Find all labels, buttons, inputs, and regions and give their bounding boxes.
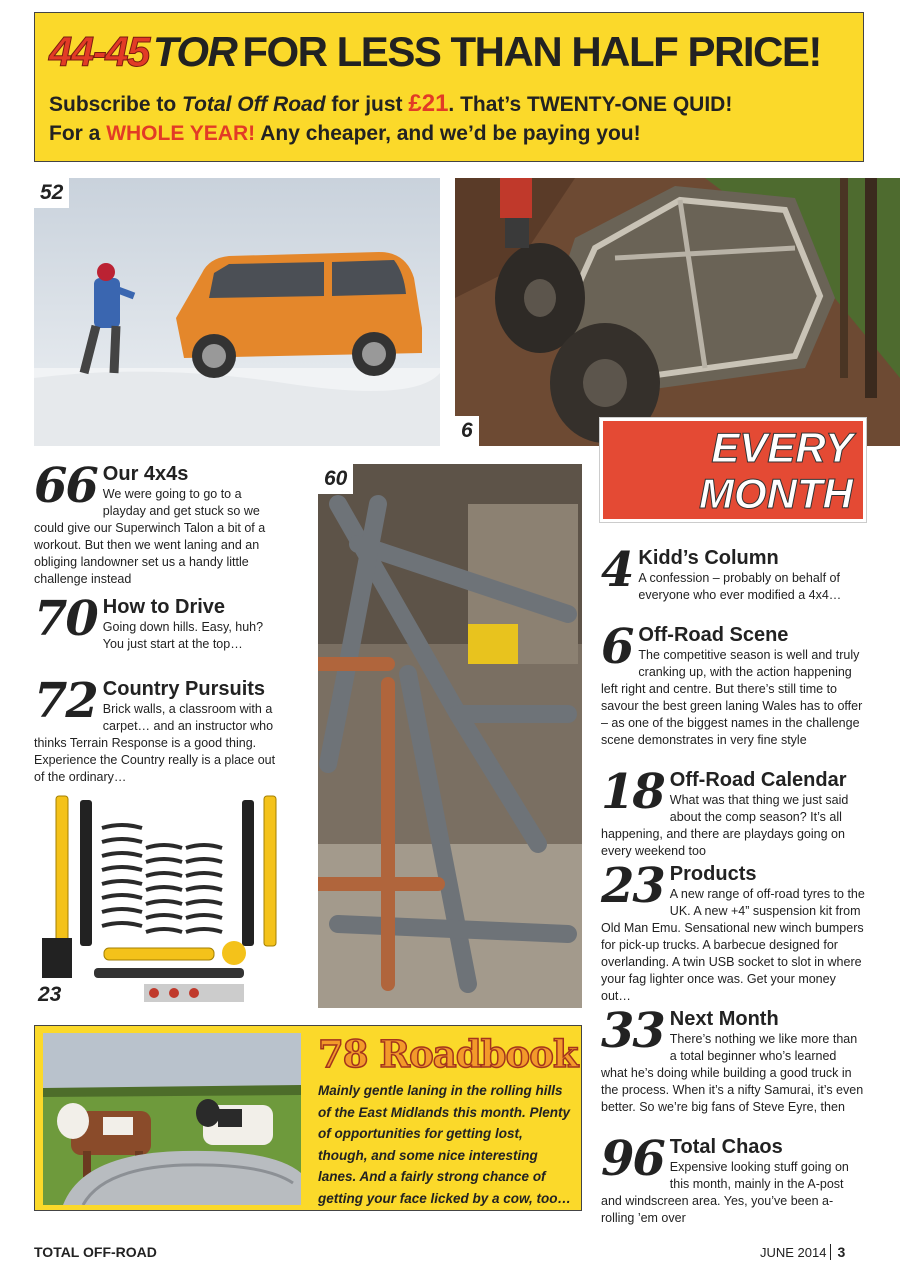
banner-page-numbers: 44-45	[49, 28, 149, 75]
banner-headline	[49, 27, 821, 77]
item-page-number: 18	[601, 764, 664, 820]
feature-page-number: 66	[34, 458, 97, 514]
item-description: There’s nothing we like more than a total beginner who’s learned what he’s doing while building a good truck in the process. When it’s a nifty Samurai, it’s even better. So we’re big fans of Steve Eyre, then	[601, 1032, 864, 1114]
every-month-item[interactable]	[601, 764, 866, 860]
item-page-number: 4	[601, 542, 633, 598]
every-month-heading	[600, 418, 866, 522]
roll-cage-image	[318, 464, 582, 1008]
item-page-number: 6	[601, 619, 633, 675]
suspension-parts-image	[34, 788, 290, 1010]
footer-magazine-name: TOTAL OFF-ROAD	[34, 1244, 157, 1260]
mud-truck-photo[interactable]	[455, 178, 900, 446]
banner-magazine-name: Total Off Road	[182, 93, 326, 116]
feature-title: Country Pursuits	[102, 678, 266, 700]
roadbook-feature[interactable]	[34, 1025, 582, 1211]
feature-description: Brick walls, a classroom with a carpet… and an instructor who thinks Terrain Response is a good thing. Experience the Country really is a place out of the ordinary…	[34, 702, 276, 784]
item-title: Products	[669, 863, 757, 885]
every-month-item[interactable]	[601, 1131, 866, 1227]
banner-headline-text: FOR LESS THAN HALF PRICE!	[242, 28, 821, 75]
banner-highlight: WHOLE YEAR!	[106, 122, 256, 145]
item-description: Expensive looking stuff going on this month, mainly in the A-post and windscreen area. Yes, you’ve been a-rolling ’em over	[601, 1160, 849, 1225]
cows-photo	[43, 1033, 301, 1205]
feature-page-number: 70	[34, 591, 97, 647]
item-title: Kidd’s Column	[638, 547, 779, 569]
feature-page-number: 72	[34, 673, 97, 729]
footer-issue-date: JUNE 2014	[760, 1245, 827, 1260]
banner-text: For a	[49, 122, 107, 145]
footer-page-number: 3	[830, 1244, 845, 1260]
item-title: Next Month	[669, 1008, 779, 1030]
every-month-item[interactable]	[601, 858, 866, 1005]
banner-line-1	[49, 90, 732, 118]
every-month-item[interactable]	[601, 619, 866, 749]
every-month-line-1: EVERY	[711, 424, 853, 471]
item-description: A confession – probably on behalf of everyone who ever modified a 4x4…	[638, 571, 842, 602]
page-tag-52: 52	[34, 178, 69, 208]
subscribe-banner[interactable]	[34, 12, 864, 162]
page-tag-23: 23	[38, 983, 62, 1006]
item-page-number: 96	[601, 1131, 664, 1187]
snow-photo-image	[34, 178, 440, 446]
cows-image	[43, 1033, 301, 1205]
feature-item[interactable]	[34, 458, 286, 588]
item-page-number: 33	[601, 1003, 664, 1059]
feature-title: Our 4x4s	[102, 463, 189, 485]
feature-description: We were going to go to a playday and get stuck so we could give our Superwinch Talon a bit of a workout. But then we went laning and an obliging landowner set us a handy little challenge instead	[34, 487, 266, 586]
page-tag-6: 6	[455, 416, 479, 446]
footer-issue-info	[760, 1244, 845, 1260]
banner-text: Any cheaper, and we’d be paying you!	[255, 122, 641, 145]
item-description: The competitive season is well and truly cranking up, with the action happening left right and centre. But there’s still time to savour the best green laning Wales has to offer – as one of the biggest names in the challenge scene demonstrates in very fine style	[601, 648, 863, 747]
suspension-parts-photo[interactable]	[34, 788, 290, 1010]
banner-text: for just	[325, 93, 409, 116]
every-month-item[interactable]	[601, 1003, 866, 1116]
every-month-item[interactable]	[601, 542, 866, 604]
snow-photo[interactable]	[34, 178, 440, 446]
banner-brand: TOR	[152, 28, 237, 75]
page-tag-60: 60	[318, 464, 353, 494]
item-title: Off-Road Calendar	[669, 769, 847, 791]
feature-item[interactable]	[34, 673, 286, 786]
banner-line-2	[49, 122, 641, 146]
item-title: Total Chaos	[669, 1136, 783, 1158]
item-description: What was that thing we just said about the comp season? It’s all happening, and there are playdays going on every weekend too	[601, 793, 849, 858]
feature-title: How to Drive	[102, 596, 226, 618]
banner-text: Subscribe to	[49, 93, 183, 116]
roadbook-title: 78 Roadbook	[318, 1032, 578, 1076]
roll-cage-photo[interactable]	[318, 464, 582, 1008]
banner-price: £21	[408, 90, 449, 117]
item-description: A new range of off-road tyres to the UK. A new +4” suspension kit from Old Man Emu. Sensational new winch bumpers for pick-up trucks. A barbecue designed for overlanding. A twin USB socket to slot in where your fag lighter once was. Get your money out…	[601, 887, 865, 1003]
every-month-line-2: MONTH	[699, 470, 853, 517]
item-page-number: 23	[601, 858, 664, 914]
banner-text: . That’s TWENTY-ONE QUID!	[448, 93, 733, 116]
feature-description: Going down hills. Easy, huh? You just start at the top…	[102, 620, 264, 651]
roadbook-description: Mainly gentle laning in the rolling hills of the East Midlands this month. Plenty of opportunities for getting lost, though, and some nice interesting lanes. And a fairly strong chance of getting your face licked by a cow, too…	[318, 1083, 572, 1206]
mud-truck-image	[455, 178, 900, 446]
feature-item[interactable]	[34, 591, 286, 653]
item-title: Off-Road Scene	[638, 624, 789, 646]
